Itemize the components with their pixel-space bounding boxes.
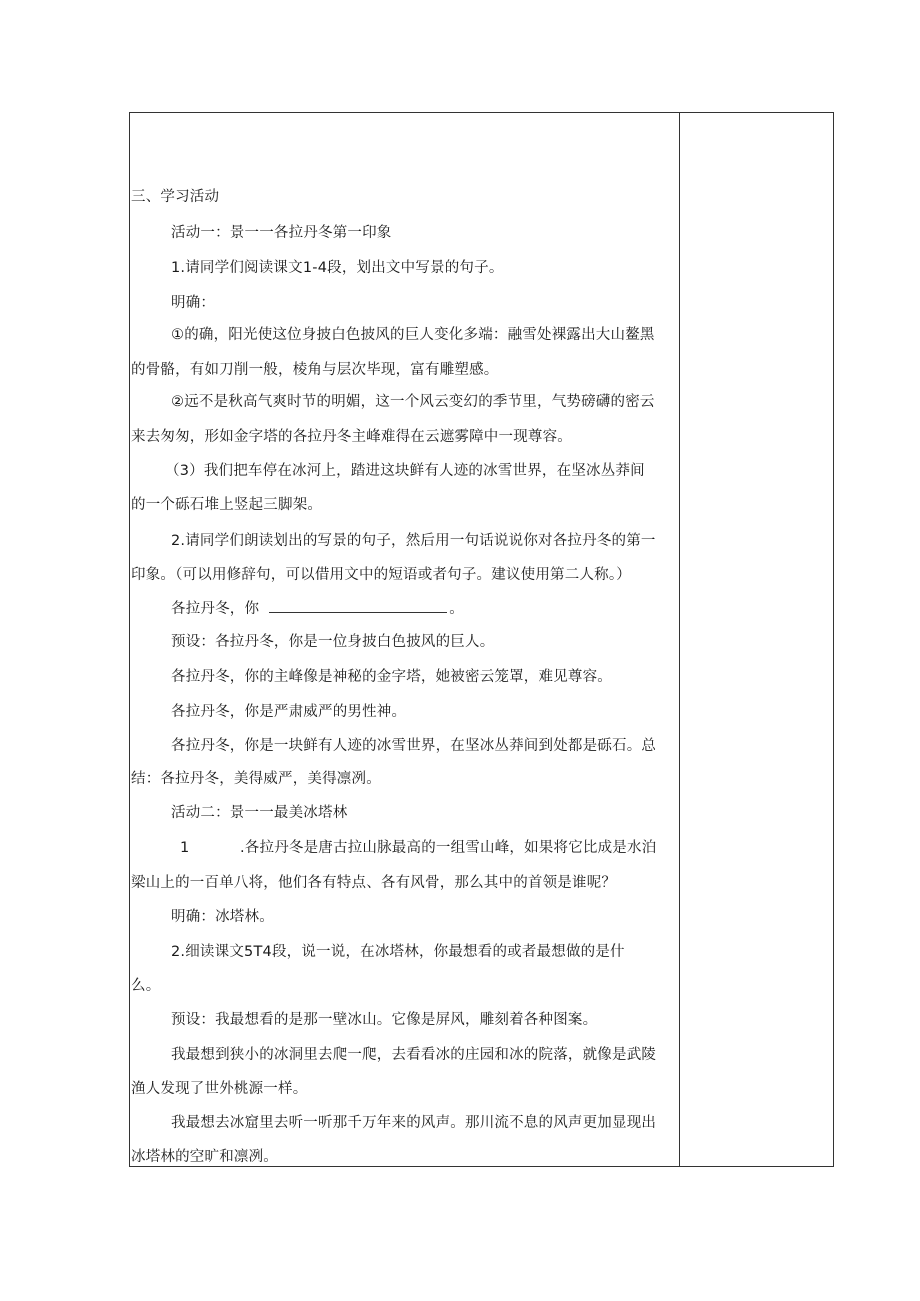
task-2b-line-1: 2.细读课文5T4段，说一说，在冰塔林，你最想看的或者最想做的是什 bbox=[171, 944, 625, 960]
quote-3-line-2: 的一个砾石堆上竖起三脚架。 bbox=[131, 497, 323, 513]
fill-in-sentence bbox=[171, 598, 464, 619]
preset-3: 各拉丹冬，你是严肃威严的男性神。 bbox=[171, 704, 407, 720]
preset-b-3-line-2: 冰塔林的空旷和凛冽。 bbox=[131, 1149, 278, 1165]
preset-b-2-line-2: 渔人发现了世外桃源一样。 bbox=[131, 1081, 308, 1097]
quote-1-line-1: ①的确，阳光使这位身披白色披风的巨人变化多端：融雪处裸露出大山鳌黑 bbox=[171, 327, 655, 343]
task-1: 1.请同学们阅读课文1-4段，划出文中写景的句子。 bbox=[171, 260, 504, 276]
question-1-line-1: .各拉丹冬是唐古拉山脉最高的一组雪山峰，如果将它比成是水泊 bbox=[240, 840, 657, 856]
task-2b-line-2: 么。 bbox=[131, 978, 161, 994]
quote-3-line-1: （3）我们把车停在冰河上，踏进这块鲜有人迹的冰雪世界，在坚冰丛莽间 bbox=[165, 463, 645, 479]
summary-line: 结：各拉丹冬，美得威严，美得凛冽。 bbox=[131, 771, 381, 787]
preset-b-3-line-1: 我最想去冰窟里去听一听那千万年来的风声。那川流不息的风声更加显现出 bbox=[171, 1115, 657, 1131]
preset-b-1: 预设：我最想看的是那一壁冰山。它像是屏风，雕刻着各种图案。 bbox=[171, 1012, 598, 1028]
column-divider bbox=[679, 112, 680, 1167]
task-2-line-2: 印象。（可以用修辞句，可以借用文中的短语或者句子。建议使用第二人称。） bbox=[131, 567, 631, 583]
preset-1: 预设：各拉丹冬，你是一位身披白色披风的巨人。 bbox=[171, 634, 495, 650]
clarify-label: 明确： bbox=[171, 295, 216, 311]
quote-2-line-2: 来去匆匆，形如金字塔的各拉丹冬主峰难得在云遮雾障中一现尊容。 bbox=[131, 429, 572, 445]
quote-1-line-2: 的骨骼，有如刀削一般，棱角与层次毕现，富有雕塑感。 bbox=[131, 362, 499, 378]
preset-2: 各拉丹冬，你的主峰像是神秘的金字塔，她被密云笼罩，难见尊容。 bbox=[171, 669, 612, 685]
task-2-line-1: 2.请同学们朗读划出的写景的句子，然后用一句话说说你对各拉丹冬的第一 bbox=[171, 533, 656, 549]
item-number-1: 1 bbox=[180, 840, 190, 856]
fill-in-prefix: 各拉丹冬，你 bbox=[171, 601, 260, 617]
preset-4-line-1: 各拉丹冬，你是一块鲜有人迹的冰雪世界，在坚冰丛莽间到处都是砾石。总 bbox=[171, 738, 657, 754]
quote-2-line-1: ②远不是秋高气爽时节的明媚，这一个风云变幻的季节里，气势磅礴的密云 bbox=[171, 394, 655, 410]
question-1-line-2: 梁山上的一百单八将，他们各有特点、各有风骨，那么其中的首领是谁呢？ bbox=[131, 875, 617, 891]
fill-in-suffix: 。 bbox=[449, 601, 464, 617]
preset-b-2-line-1: 我最想到狭小的冰洞里去爬一爬，去看看冰的庄园和冰的院落，就像是武陵 bbox=[171, 1047, 657, 1063]
section-heading: 三、学习活动 bbox=[131, 189, 220, 205]
clarify-answer: 明确：冰塔林。 bbox=[171, 909, 274, 925]
fill-in-blank[interactable] bbox=[269, 598, 447, 613]
activity-two-title: 活动二：景一一最美冰塔林 bbox=[171, 805, 348, 821]
activity-one-title: 活动一：景一一各拉丹冬第一印象 bbox=[171, 225, 392, 241]
